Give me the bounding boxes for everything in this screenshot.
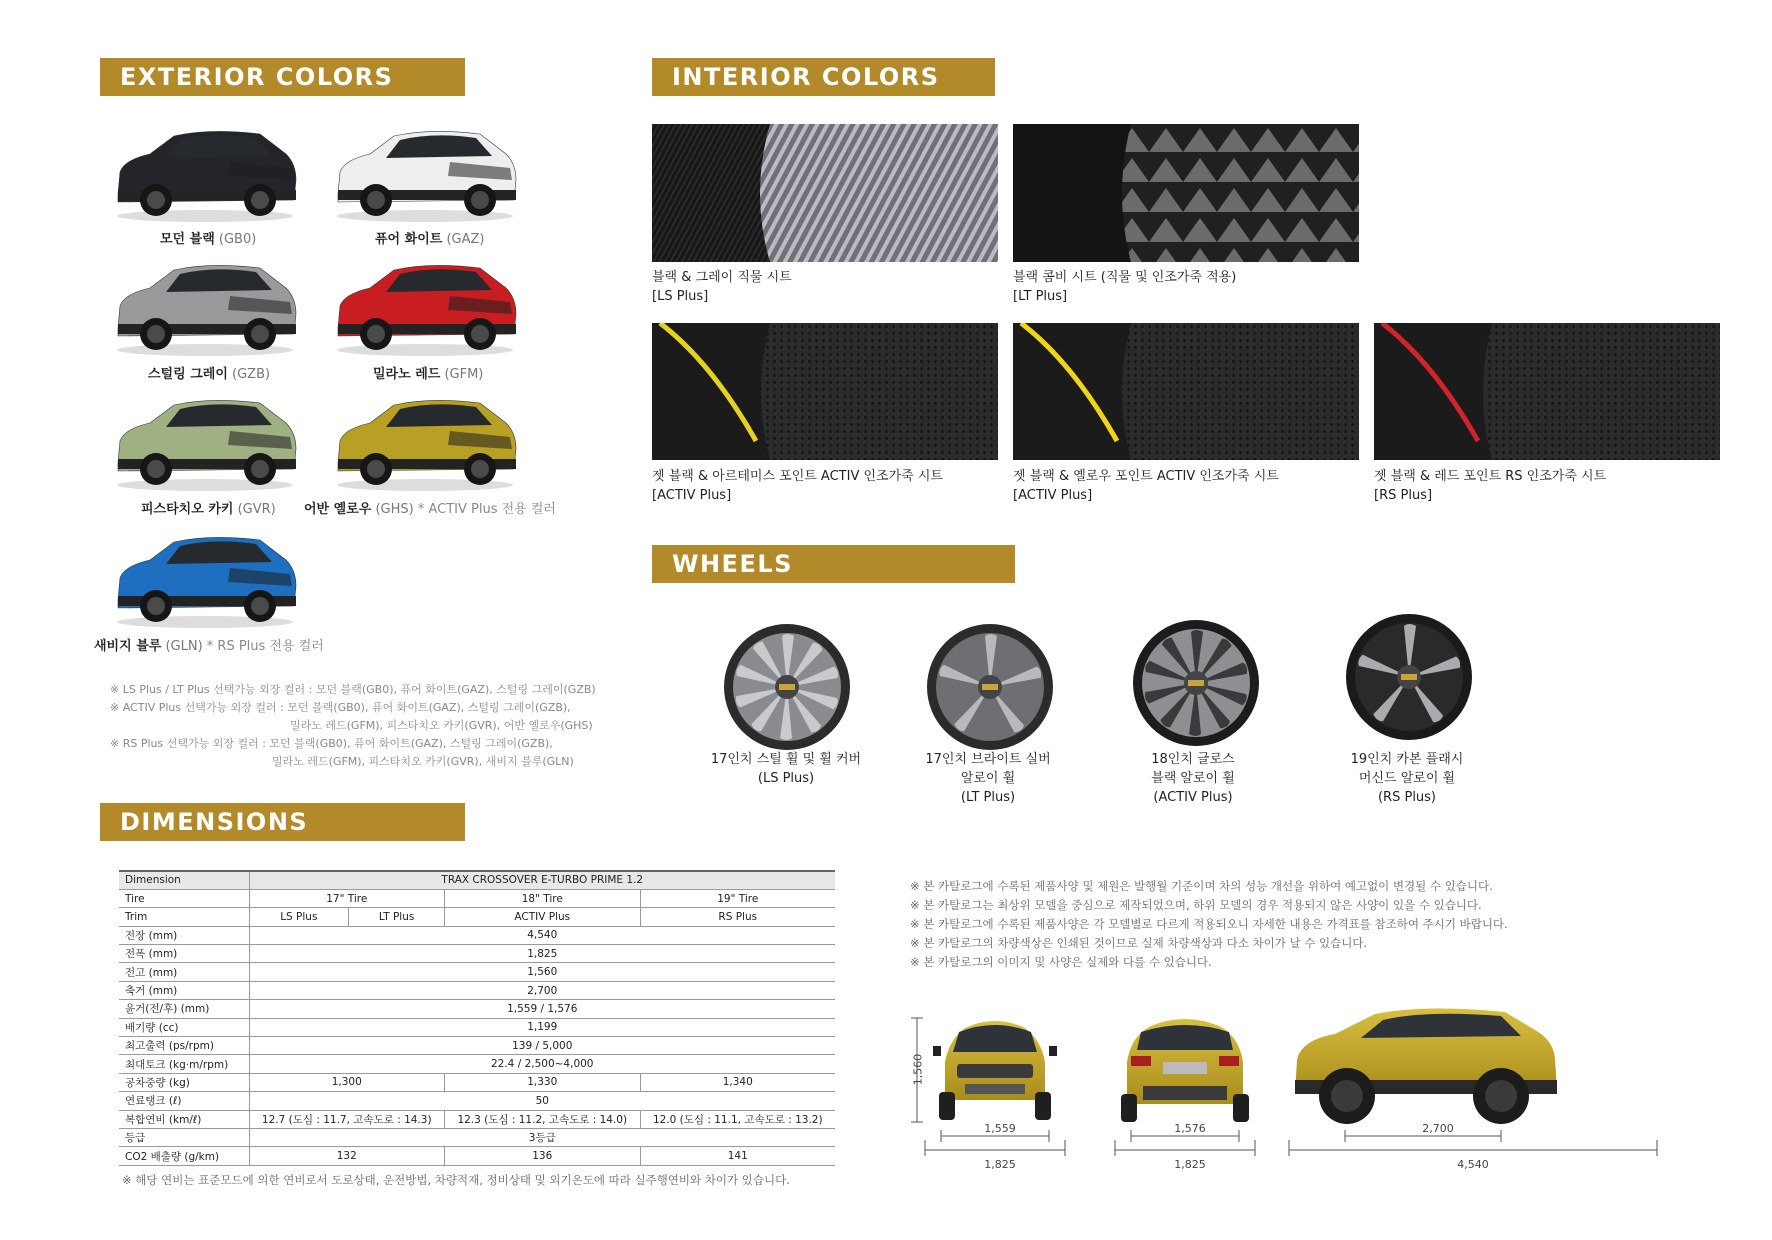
side-view-car — [1295, 1008, 1557, 1124]
exterior-caption-6: 새비지 블루 (GLN) * RS Plus 전용 컬러 — [94, 639, 324, 654]
interior-swatch-lt — [1013, 124, 1359, 262]
exterior-caption-2: 스털링 그레이 (GZB) — [148, 367, 271, 382]
wheel-caption-3: 19인치 카본 플래시 머신드 알로이 휠 (RS Plus) — [1350, 752, 1464, 805]
disclaimers: ※ 본 카탈로그에 수록된 제품사양 및 제원은 발행월 기준이며 차의 성능 개선을 위하여 예고없이 변경될 수 있습니다. ※ 본 카탈로그는 최상위 모델을 중심으로 제작되었으며, 하위 모델의 경우 적용되지 않은 사양이 있을 수 있습니다. ※ 본 카탈로그에 수록된 제품사양은 각 모델별로 다르게 적용되오니 자세한 내용은 가격표를 참조하여 주시기 바랍니다. ※ 본 카탈로그의 차량색상은 인쇄된 것이므로 실제 차량색상과 다소 차이가 날 수 있습니다. ※ 본 카탈로그의 이미지 및 사양은 실제와 다를 수 있습니다. — [910, 879, 1508, 969]
rear-width-label: 1,825 — [1174, 1158, 1206, 1171]
table-footnote: ※ 해당 연비는 표준모드에 의한 연비로서 도로상태, 운전방법, 차량적재, 정비상태 및 외기온도에 따라 실주행연비와 차이가 있습니다. — [122, 1173, 790, 1187]
car-image-6 — [110, 530, 300, 630]
wheel-image-3 — [1344, 612, 1474, 742]
height-label: 1,560 — [911, 1053, 925, 1086]
front-track-label: 1,559 — [984, 1122, 1016, 1135]
table-row: 윤거(전/후) (mm) 1,559 / 1,576 — [119, 1000, 835, 1018]
wheel-image-0 — [722, 622, 852, 752]
wheel-image-1 — [925, 622, 1055, 752]
rear-view-car — [1121, 1019, 1249, 1122]
dimensions-header: DIMENSIONS — [100, 803, 465, 841]
rear-track-label: 1,576 — [1174, 1122, 1206, 1135]
table-row: 전폭 (mm) 1,825 — [119, 945, 835, 963]
exterior-caption-4: 피스타치오 카키 (GVR) — [141, 502, 276, 517]
table-row: 축거 (mm) 2,700 — [119, 981, 835, 999]
exterior-notes: ※ LS Plus / LT Plus 선택가능 외장 컬러 : 모던 블랙(GB0), 퓨어 화이트(GAZ), 스털링 그레이(GZB) ※ ACTIV Plus 선택가능 외장 컬러 : 모던 블랙(GB0), 퓨어 화이트(GAZ), 스털링 그레이(GZB), 밀라노 레드(GFM), 피스타치오 카키(GVR), 어반 옐로우(GHS) ※ RS Plus 선택가능 외장 컬러 : 모던 블랙(GB0), 퓨어 화이트(GAZ), 스털링 그레이(GZB), 밀라노 레드(GFM), 피스타치오 카키(GVR), 새비지 블루(GLN) — [110, 683, 596, 768]
front-view-car — [933, 1021, 1057, 1120]
interior-swatch-3 — [1013, 323, 1359, 460]
car-image-0 — [110, 124, 300, 224]
table-row: 전고 (mm) 1,560 — [119, 963, 835, 981]
car-image-1 — [330, 124, 520, 224]
table-row: 복합연비 (km/ℓ) 12.7 (도심 : 11.7, 고속도로 : 14.3) 12.3 (도심 : 11.2, 고속도로 : 14.0) 12.0 (도심 : 11.1, 고속도로 : 13.2) — [119, 1110, 835, 1128]
table-row: 배기량 (cc) 1,199 — [119, 1018, 835, 1036]
exterior-caption-3: 밀라노 레드 (GFM) — [373, 367, 484, 382]
wheels-header: WHEELS — [652, 545, 1015, 583]
table-row: 연료탱크 (ℓ) 50 — [119, 1092, 835, 1110]
table-header-model: TRAX CROSSOVER E-TURBO PRIME 1.2 — [249, 871, 835, 889]
interior-caption-2: 젯 블랙 & 아르테미스 포인트 ACTIV 인조가죽 시트 [ACTIV Plus] — [652, 469, 943, 503]
interior-swatch-ls — [652, 124, 998, 262]
car-image-5 — [330, 393, 520, 493]
length-label: 4,540 — [1457, 1158, 1489, 1171]
car-image-4 — [110, 393, 300, 493]
interior-caption-1: 블랙 콤비 시트 (직물 및 인조가죽 적용) [LT Plus] — [1013, 270, 1237, 304]
wheel-caption-1: 17인치 브라이트 실버 알로이 휠 (LT Plus) — [925, 752, 1051, 805]
wheel-caption-2: 18인치 글로스 블랙 알로이 휠 (ACTIV Plus) — [1151, 752, 1235, 805]
wheel-caption-0: 17인치 스틸 휠 및 휠 커버 (LS Plus) — [710, 752, 862, 786]
table-row: 최고출력 (ps/rpm) 139 / 5,000 — [119, 1037, 835, 1055]
exterior-colors-header: EXTERIOR COLORS — [100, 58, 465, 96]
table-row: 공차중량 (kg) 1,300 1,330 1,340 — [119, 1073, 835, 1091]
interior-colors-header: INTERIOR COLORS — [652, 58, 995, 96]
table-row: 최대토크 (kg·m/rpm) 22.4 / 2,500~4,000 — [119, 1055, 835, 1073]
interior-swatch-4 — [1374, 323, 1720, 460]
exterior-caption-1: 퓨어 화이트 (GAZ) — [375, 232, 485, 247]
car-image-2 — [110, 258, 300, 358]
table-row: 전장 (mm) 4,540 — [119, 926, 835, 944]
interior-caption-3: 젯 블랙 & 옐로우 포인트 ACTIV 인조가죽 시트 [ACTIV Plus] — [1013, 469, 1279, 503]
dimensions-table: Dimension TRAX CROSSOVER E-TURBO PRIME 1.2 Tire 17" Tire 18" Tire 19" Tire Trim LS Plus LT Plus ACTIV Plus RS Plus 전장 (mm) 4,540 전폭 (mm) 1,825 전고 (mm) 1,560 축거 (mm) 2,700 윤거(전/후) (mm) 1,559 / 1,576 배기량 (cc) 1,199 최고출력 (ps/rpm) 139 / 5,000 최대토크 (kg·m/rpm) 22.4 / 2,500~4,000 공차중량 (kg) 1,300 1,330 1,340 연료탱크 (ℓ) 50 복합연비 (km/ℓ) 12.7 (도심 : 11.7, 고속도로 : 14.3) 12.3 (도심 : 11.2, 고속도로 : 14.0) 12.0 (도심 : 11.1, 고속도로 : 13.2) 등급 3등급 CO2 배출량 (g/km) 132 136 141 — [119, 870, 835, 1166]
car-image-3 — [330, 258, 520, 358]
front-width-label: 1,825 — [984, 1158, 1016, 1171]
table-row: CO2 배출량 (g/km) 132 136 141 — [119, 1147, 835, 1165]
table-row: 등급 3등급 — [119, 1128, 835, 1146]
table-header-dimension: Dimension — [119, 871, 249, 889]
interior-swatch-2 — [652, 323, 998, 460]
interior-caption-0: 블랙 & 그레이 직물 시트 [LS Plus] — [652, 270, 792, 304]
exterior-caption-0: 모던 블랙 (GB0) — [160, 232, 257, 247]
wheel-image-2 — [1131, 618, 1261, 748]
wheelbase-label: 2,700 — [1422, 1122, 1454, 1135]
exterior-caption-5: 어반 옐로우 (GHS) * ACTIV Plus 전용 컬러 — [304, 502, 556, 517]
interior-caption-4: 젯 블랙 & 레드 포인트 RS 인조가죽 시트 [RS Plus] — [1374, 469, 1607, 503]
